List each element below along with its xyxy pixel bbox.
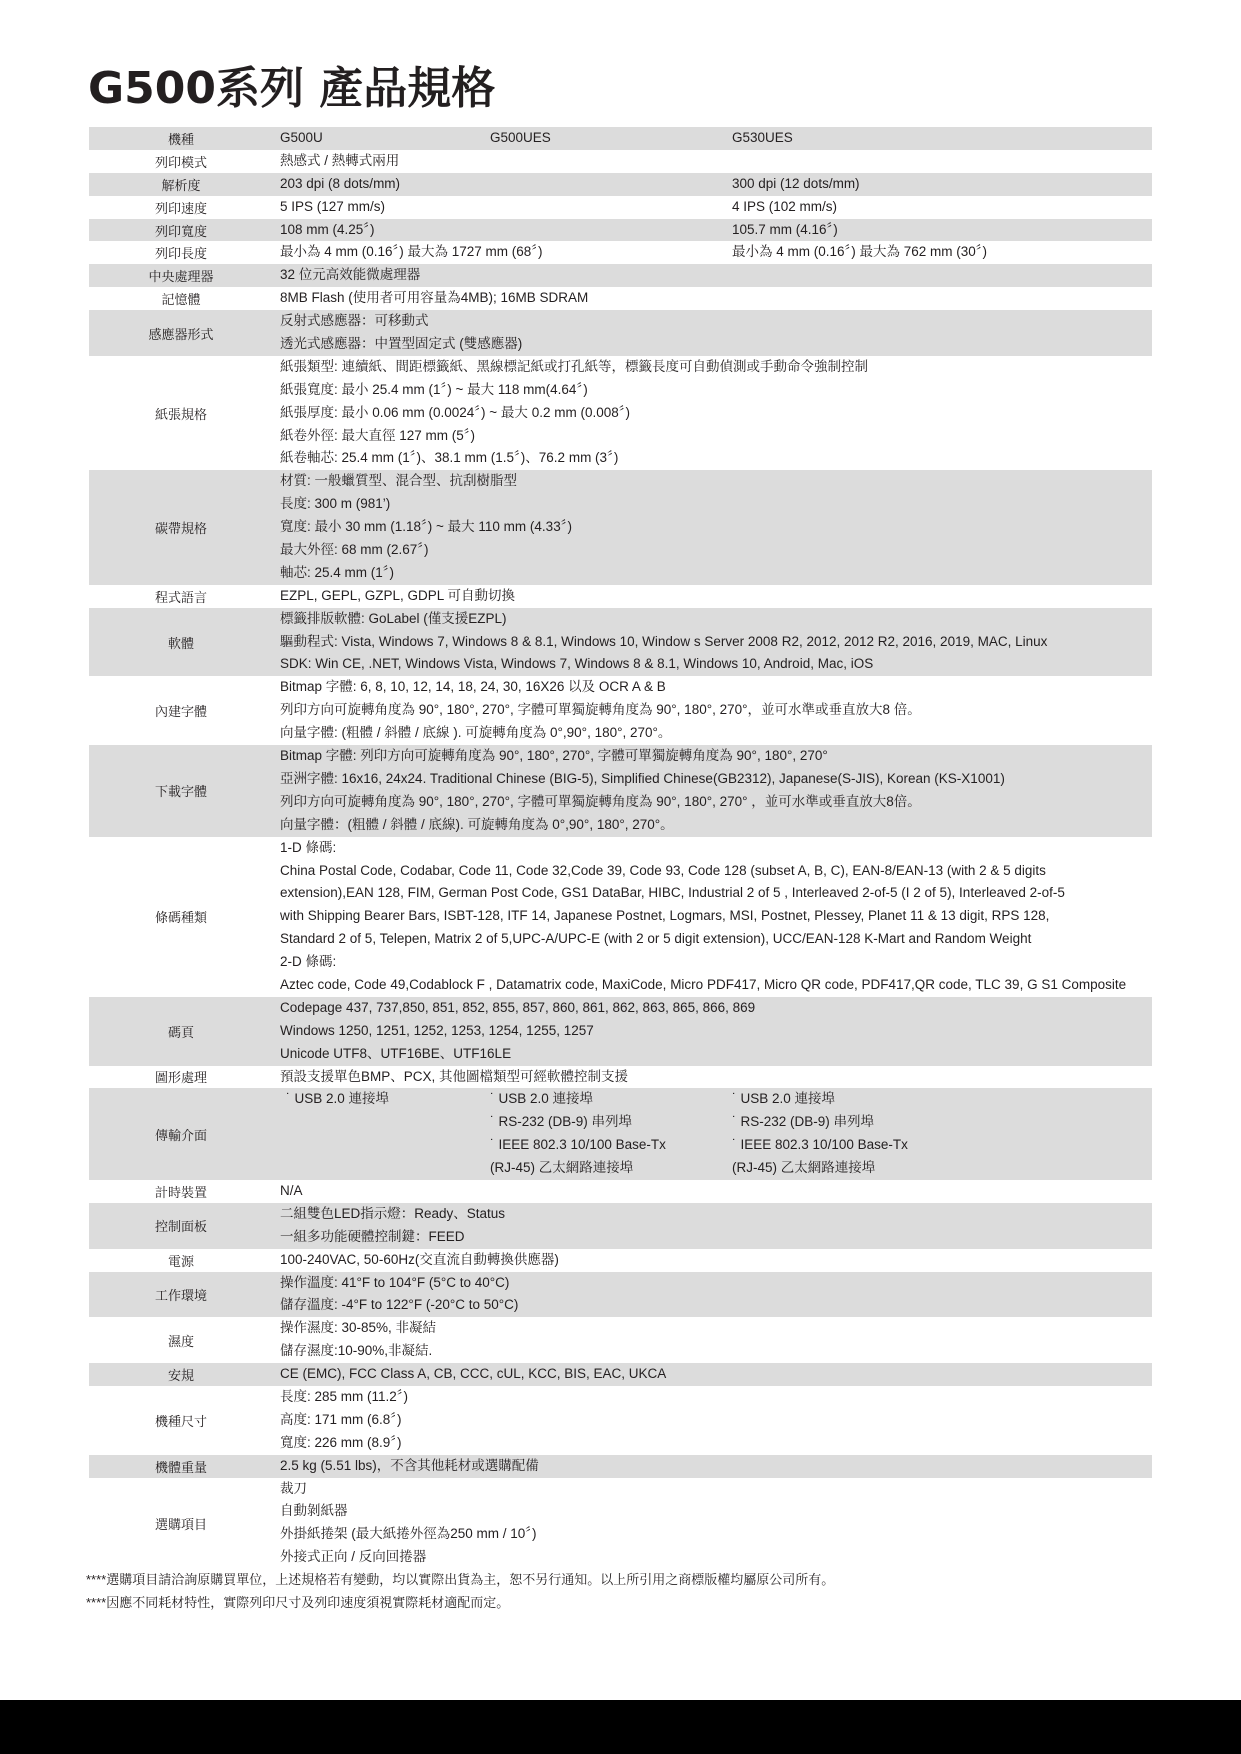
spec-row xyxy=(89,608,1152,677)
spec-line: 列印方向可旋轉角度為 90°, 180°, 270°, 字體可單獨旋轉角度為 90°, 180°, 270° ，並可水準或垂直放大8倍。 xyxy=(280,793,921,809)
spec-value xyxy=(89,470,1152,584)
spec-value xyxy=(89,1455,1152,1478)
spec-line: CE (EMC), FCC Class A, CB, CCC, cUL, KCC, BIS, EAC, UKCA xyxy=(280,1366,667,1382)
spec-line: 標籤排版軟體: GoLabel (僅支援EZPL) xyxy=(280,610,507,626)
interface-g500ues: ˙ RS-232 (DB-9) 串列埠 xyxy=(490,1111,732,1134)
spec-table xyxy=(89,127,1152,1569)
spec-line: 外接式正向 / 反向回捲器 xyxy=(280,1549,427,1565)
spec-line: 1-D 條碼: xyxy=(280,839,337,855)
spec-value xyxy=(89,676,1152,745)
spec-value-g530: 最小為 4 mm (0.16〞) 最大為 762 mm (30〞) xyxy=(732,244,988,260)
spec-label: 電源 xyxy=(167,1253,194,1269)
spec-row xyxy=(89,150,1152,173)
spec-line: 預設支援單色BMP、PCX, 其他圖檔類型可經軟體控制支援 xyxy=(280,1068,629,1084)
spec-header-row xyxy=(89,127,1152,150)
spec-row xyxy=(89,1455,1152,1478)
spec-value xyxy=(89,1363,1152,1386)
spec-line: Bitmap 字體: 6, 8, 10, 12, 14, 18, 24, 30, 16X26 以及 OCR A & B xyxy=(280,679,666,695)
spec-row xyxy=(89,1363,1152,1386)
spec-value xyxy=(89,1272,1152,1318)
interface-line xyxy=(280,1088,1152,1111)
spec-value-g500: 108 mm (4.25〞) xyxy=(280,221,375,237)
spec-value xyxy=(89,1249,1152,1272)
spec-value-g500: 203 dpi (8 dots/mm) xyxy=(280,175,401,191)
spec-line: 操作溫度: 41°F to 104°F (5°C to 40°C) xyxy=(280,1274,510,1290)
spec-line: 長度: 285 mm (11.2〞) xyxy=(280,1388,409,1404)
spec-value xyxy=(89,1066,1152,1089)
spec-line: 操作濕度: 30-85%, 非凝結 xyxy=(280,1320,437,1336)
spec-label: 列印速度 xyxy=(154,200,207,216)
spec-value xyxy=(89,1203,1152,1249)
spec-value xyxy=(89,287,1152,310)
spec-value xyxy=(89,837,1152,997)
spec-line: extension),EAN 128, FIM, German Post Code, GS1 DataBar, HIBC, Industrial 2 of 5 , Interleaved 2-of-5 (I 2 of 5), Interleaved 2-of-5 xyxy=(280,885,1065,901)
spec-line: EZPL, GEPL, GZPL, GDPL 可自動切換 xyxy=(280,587,516,603)
spec-value xyxy=(89,1088,1152,1180)
spec-value xyxy=(89,1180,1152,1203)
spec-label: 濕度 xyxy=(167,1333,194,1349)
spec-label: 列印模式 xyxy=(154,154,207,170)
interface-g530ues: (RJ-45) 乙太網路連接埠 xyxy=(732,1160,876,1176)
spec-label: 下載字體 xyxy=(154,784,207,800)
interface-g500u xyxy=(280,1134,490,1157)
spec-row xyxy=(89,241,1152,264)
spec-row xyxy=(89,1203,1152,1249)
spec-line: 長度: 300 m (981’) xyxy=(280,496,391,512)
page-title: G500系列 產品規格 xyxy=(88,63,496,114)
spec-line xyxy=(280,241,1152,264)
spec-line: Unicode UTF8、UTF16BE、UTF16LE xyxy=(280,1045,512,1061)
spec-label: 選購項目 xyxy=(154,1516,207,1532)
spec-row xyxy=(89,356,1152,470)
spec-line: 儲存濕度:10-90%,非凝結. xyxy=(280,1343,433,1359)
spec-row xyxy=(89,470,1152,584)
spec-value xyxy=(89,150,1152,173)
spec-value xyxy=(89,264,1152,287)
model-name: G500U xyxy=(280,130,323,145)
spec-line: 寬度: 226 mm (8.9〞) xyxy=(280,1434,402,1450)
spec-row xyxy=(89,1180,1152,1203)
spec-line: 二組雙色LED指示燈：Ready、Status xyxy=(280,1205,506,1221)
spec-row xyxy=(89,585,1152,608)
spec-value-g530: 4 IPS (102 mm/s) xyxy=(732,198,838,214)
spec-value-g530: 300 dpi (12 dots/mm) xyxy=(732,175,860,191)
spec-line: China Postal Code, Codabar, Code 11, Code 32,Code 39, Code 93, Code 128 (subset A, B, C), EAN-8/EAN-13 (with 2 & 5 digits xyxy=(280,862,1046,878)
spec-label: 中央處理器 xyxy=(148,269,214,285)
spec-value xyxy=(89,585,1152,608)
interface-g500u xyxy=(280,1111,490,1134)
spec-line: 裁刀 xyxy=(280,1480,307,1496)
spec-line: 紙張厚度: 最小 0.06 mm (0.0024〞) ~ 最大 0.2 mm (0.008〞) xyxy=(280,404,630,420)
interface-g530ues: ˙ RS-232 (DB-9) 串列埠 xyxy=(732,1111,874,1134)
spec-line: 驅動程式: Vista, Windows 7, Windows 8 & 8.1, Windows 10, Window s Server 2008 R2, 2012, 2012 R2, 2016, 2019, MAC, Linux xyxy=(280,633,1048,649)
spec-line: 自動剝紙器 xyxy=(280,1503,348,1519)
spec-value xyxy=(89,608,1152,677)
spec-line: 2.5 kg (5.51 lbs)，不含其他耗材或選購配備 xyxy=(280,1457,539,1473)
spec-line: Aztec code, Code 49,Codablock F , Datamatrix code, MaxiCode, Micro PDF417, Micro QR code, PDF417,QR code, TLC 39, G S1 Composite xyxy=(280,976,1127,992)
spec-label: 解析度 xyxy=(161,177,201,193)
spec-label: 碼頁 xyxy=(167,1024,194,1040)
spec-line: 熱感式 / 熱轉式兩用 xyxy=(280,152,400,168)
spec-row xyxy=(89,264,1152,287)
spec-line: 向量字體: (粗體 / 斜體 / 底線 ). 可旋轉角度為 0°,90°, 180°, 270°。 xyxy=(280,725,672,741)
spec-label: 感應器形式 xyxy=(148,326,214,342)
spec-value xyxy=(89,1317,1152,1363)
interface-g500u: ˙ USB 2.0 連接埠 xyxy=(280,1088,490,1111)
spec-label: 工作環境 xyxy=(154,1287,207,1303)
spec-label: 計時裝置 xyxy=(154,1184,207,1200)
spec-line: Windows 1250, 1251, 1252, 1253, 1254, 1255, 1257 xyxy=(280,1022,594,1038)
model-names xyxy=(280,127,1152,150)
spec-line: 紙張寬度: 最小 25.4 mm (1〞) ~ 最大 118 mm(4.64〞) xyxy=(280,381,588,397)
spec-line: SDK: Win CE, .NET, Windows Vista, Windows 7, Windows 8 & 8.1, Windows 10, Android, Mac, iOS xyxy=(280,656,874,672)
spec-line: 100-240VAC, 50-60Hz(交直流自動轉換供應器) xyxy=(280,1251,559,1267)
model-name: G530UES xyxy=(732,130,793,145)
spec-row xyxy=(89,1478,1152,1570)
spec-line: 向量字體：(粗體 / 斜體 / 底線). 可旋轉角度為 0°,90°, 180°, 270°。 xyxy=(280,816,674,832)
spec-label: 內建字體 xyxy=(154,704,207,720)
spec-line: Codepage 437, 737,850, 851, 852, 855, 857, 860, 861, 862, 863, 865, 866, 869 xyxy=(280,999,756,1015)
spec-line: N/A xyxy=(280,1182,303,1198)
interface-line xyxy=(280,1111,1152,1134)
spec-line: 紙卷軸芯: 25.4 mm (1〞)、38.1 mm (1.5〞)、76.2 mm (3〞) xyxy=(280,450,619,466)
spec-line: 材質: 一般蠟質型、混合型、抗刮樹脂型 xyxy=(280,473,518,489)
spec-line: 32 位元高效能微處理器 xyxy=(280,267,421,283)
spec-label: 程式語言 xyxy=(154,589,207,605)
interface-g500u xyxy=(280,1157,490,1180)
spec-label: 圖形處理 xyxy=(154,1070,207,1086)
spec-line: 透光式感應器：中置型固定式 (雙感應器) xyxy=(280,336,523,352)
interface-line xyxy=(280,1157,1152,1180)
spec-row xyxy=(89,173,1152,196)
spec-line xyxy=(280,173,1152,196)
interface-g530ues: ˙ USB 2.0 連接埠 xyxy=(732,1088,835,1111)
spec-value xyxy=(89,356,1152,470)
interface-line xyxy=(280,1134,1152,1157)
spec-line: 反射式感應器：可移動式 xyxy=(280,313,429,329)
spec-header-label: 機種 xyxy=(167,131,194,147)
spec-label: 軟體 xyxy=(167,635,194,651)
spec-line: Bitmap 字體: 列印方向可旋轉角度為 90°, 180°, 270°, 字體可單獨旋轉角度為 90°, 180°, 270° xyxy=(280,748,828,764)
spec-label: 列印寬度 xyxy=(154,223,207,239)
spec-value xyxy=(89,745,1152,837)
footnote-2: ****因應不同耗材特性，實際列印尺寸及列印速度須視實際耗材適配而定。 xyxy=(86,1595,510,1610)
spec-row xyxy=(89,1272,1152,1318)
spec-value xyxy=(89,310,1152,356)
spec-row xyxy=(89,196,1152,219)
spec-line: 儲存溫度: -4°F to 122°F (-20°C to 50°C) xyxy=(280,1297,519,1313)
spec-line: 2-D 條碼: xyxy=(280,954,337,970)
spec-value xyxy=(89,997,1152,1066)
spec-row xyxy=(89,1386,1152,1455)
spec-value xyxy=(89,241,1152,264)
interface-g530ues: ˙ IEEE 802.3 10/100 Base-Tx xyxy=(732,1134,908,1157)
spec-label: 列印長度 xyxy=(154,246,207,262)
spec-row xyxy=(89,1249,1152,1272)
spec-line: 寬度: 最小 30 mm (1.18〞) ~ 最大 110 mm (4.33〞) xyxy=(280,519,572,535)
spec-line xyxy=(280,219,1152,242)
spec-value xyxy=(89,219,1152,242)
spec-line: 亞洲字體: 16x16, 24x24. Traditional Chinese (BIG-5), Simplified Chinese(GB2312), Japanese(S-JIS), Korean (KS-X1001) xyxy=(280,770,1005,786)
spec-line: 最大外徑: 68 mm (2.67〞) xyxy=(280,542,429,558)
spec-line: 一組多功能硬體控制鍵：FEED xyxy=(280,1228,465,1244)
spec-value-g500: 5 IPS (127 mm/s) xyxy=(280,198,386,214)
spec-row xyxy=(89,1088,1152,1180)
spec-row xyxy=(89,1066,1152,1089)
spec-line: Standard 2 of 5, Telepen, Matrix 2 of 5,UPC-A/UPC-E (with 2 or 5 digit extension), UCC/EAN-128 K-Mart and Random Weight xyxy=(280,931,1032,947)
spec-label: 條碼種類 xyxy=(154,910,207,926)
spec-row xyxy=(89,676,1152,745)
spec-row xyxy=(89,745,1152,837)
interface-g500ues: ˙ USB 2.0 連接埠 xyxy=(490,1088,732,1111)
spec-value xyxy=(89,196,1152,219)
interface-g500ues: ˙ IEEE 802.3 10/100 Base-Tx xyxy=(490,1134,732,1157)
spec-value xyxy=(89,1478,1152,1570)
spec-line: 外掛紙捲架 (最大紙捲外徑為250 mm / 10〞) xyxy=(280,1526,537,1542)
spec-line xyxy=(280,196,1152,219)
spec-row xyxy=(89,219,1152,242)
spec-label: 傳輸介面 xyxy=(154,1127,207,1143)
spec-row xyxy=(89,837,1152,997)
spec-row xyxy=(89,287,1152,310)
spec-value xyxy=(89,173,1152,196)
spec-line: 8MB Flash (使用者可用容量為4MB); 16MB SDRAM xyxy=(280,290,589,306)
interface-g500ues: (RJ-45) 乙太網路連接埠 xyxy=(490,1160,634,1176)
spec-line: with Shipping Bearer Bars, ISBT-128, ITF 14, Japanese Postnet, Logmars, MSI, Postnet, Plessey, Planet 11 & 13 digit, RPS 128, xyxy=(280,908,1050,924)
spec-label: 記憶體 xyxy=(161,292,201,308)
spec-line: 軸芯: 25.4 mm (1〞) xyxy=(280,564,395,580)
spec-line: 紙卷外徑: 最大直徑 127 mm (5〞) xyxy=(280,427,476,443)
spec-line: 紙張類型: 連續紙、間距標籤紙、黑線標記紙或打孔紙等，標籤長度可自動偵測或手動命令強制控制 xyxy=(280,358,869,374)
spec-line: 高度: 171 mm (6.8〞) xyxy=(280,1411,402,1427)
spec-label: 紙張規格 xyxy=(154,406,207,422)
footnote-1: ****選購項目請洽詢原購買單位，上述規格若有變動，均以實際出貨為主，恕不另行通知。以上所引用之商標版權均屬原公司所有。 xyxy=(86,1572,835,1587)
spec-row xyxy=(89,310,1152,356)
spec-value-g500: 最小為 4 mm (0.16〞) 最大為 1727 mm (68〞) xyxy=(280,244,543,260)
spec-line: 列印方向可旋轉角度為 90°, 180°, 270°, 字體可單獨旋轉角度為 90°, 180°, 270°，並可水準或垂直放大8 倍。 xyxy=(280,702,921,718)
spec-value-g530: 105.7 mm (4.16〞) xyxy=(732,221,838,237)
spec-label: 機體重量 xyxy=(154,1459,207,1475)
spec-label: 控制面板 xyxy=(154,1219,207,1235)
bottom-bar xyxy=(0,1700,1241,1754)
spec-value xyxy=(89,1386,1152,1455)
spec-row xyxy=(89,1317,1152,1363)
model-name: G500UES xyxy=(490,130,551,145)
spec-header-models xyxy=(89,127,1152,150)
spec-label: 碳帶規格 xyxy=(154,521,207,537)
spec-row xyxy=(89,997,1152,1066)
spec-label: 機種尺寸 xyxy=(154,1413,207,1429)
spec-label: 安規 xyxy=(167,1368,194,1384)
